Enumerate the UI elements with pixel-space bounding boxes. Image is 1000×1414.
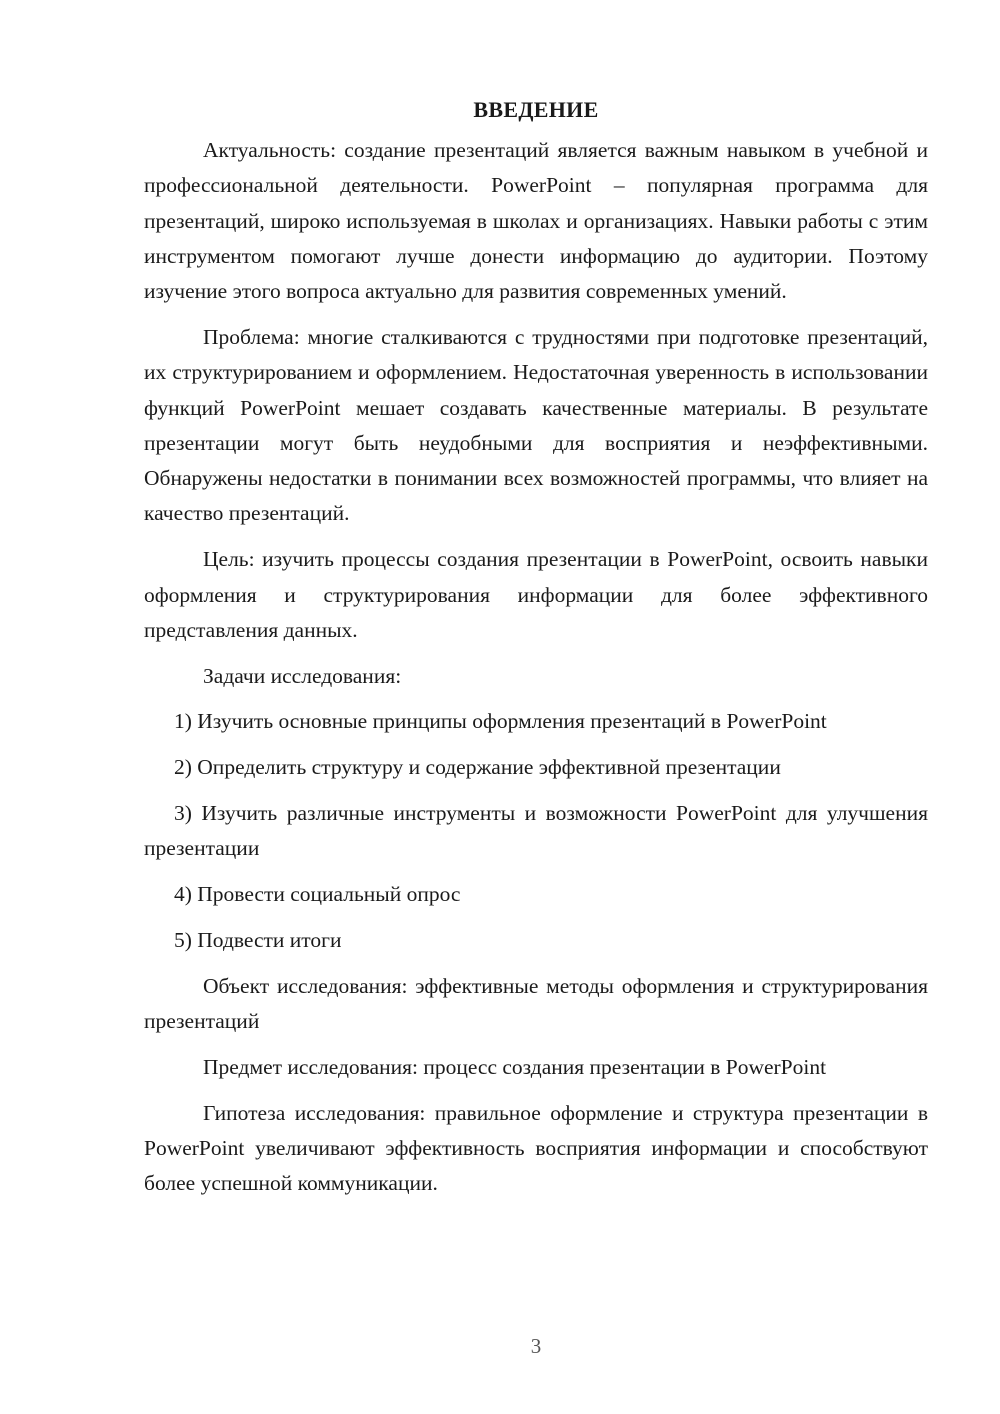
paragraph-subject: Предмет исследования: процесс создания презентации в PowerPoint — [203, 1054, 827, 1079]
task-item-1: 1) Изучить основные принципы оформления презентаций в PowerPoint — [174, 709, 827, 734]
document-page — [144, 92, 928, 1212]
paragraph-goal: Цель: изучить процессы создания презентации в PowerPoint, освоить навыки оформления и структурирования информации для более эффективного представления данных. — [144, 547, 928, 642]
task-item-2: 2) Определить структуру и содержание эффективной презентации — [174, 755, 781, 780]
task-item-5: 5) Подвести итоги — [174, 927, 342, 952]
tasks-heading: Задачи исследования: — [203, 663, 402, 688]
paragraph-relevance: Актуальность: создание презентаций является важным навыком в учебной и профессиональной деятельности. PowerPoint – популярная программа для презентаций, широко используемая в школах и организациях. Навыки работы с этим инструментом помогают лучше донести информацию до аудитории. Поэтому изучение этого вопроса актуально для развития современных умений. — [144, 138, 928, 304]
section-title: ВВЕДЕНИЕ — [473, 97, 599, 122]
tasks-list — [144, 704, 928, 958]
paragraph-object: Объект исследования: эффективные методы оформления и структурирования презентаций — [144, 973, 928, 1034]
paragraph-problem: Проблема: многие сталкиваются с трудностями при подготовке презентаций, их структурированием и оформлением. Недостаточная уверенность в использовании функций PowerPoint мешает создавать качественные материалы. В результате презентации могут быть неудобными для восприятия и неэффективными. Обнаружены недостатки в понимании всех возможностей программы, что влияет на качество презентаций. — [144, 324, 928, 526]
task-item-3: 3) Изучить различные инструменты и возможности PowerPoint для улучшения презентации — [144, 801, 928, 861]
page-number: 3 — [530, 1334, 542, 1358]
task-item-4: 4) Провести социальный опрос — [174, 882, 461, 907]
paragraph-hypothesis: Гипотеза исследования: правильное оформление и структура презентации в PowerPoint увеличивают эффективность восприятия информации и способствуют более успешной коммуникации. — [144, 1100, 928, 1196]
